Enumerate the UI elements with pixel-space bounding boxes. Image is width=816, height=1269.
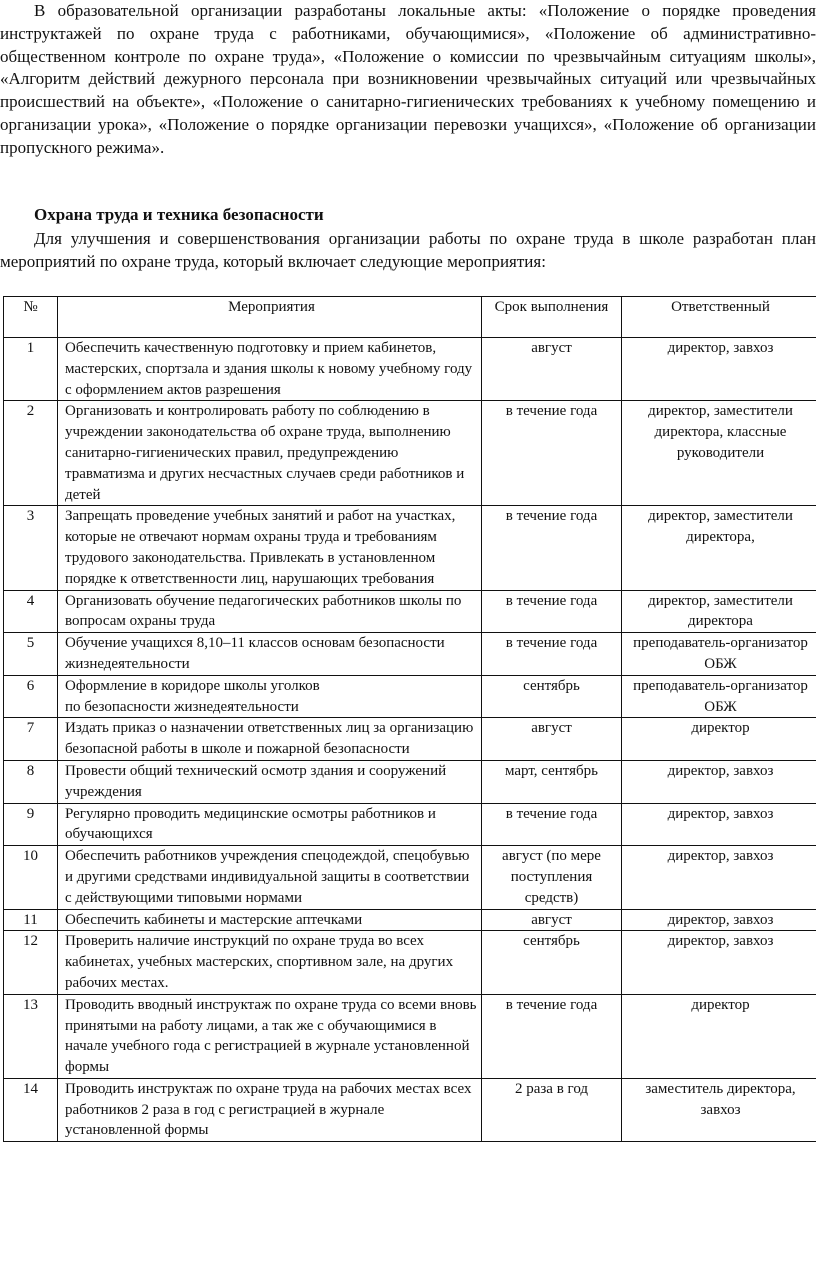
row-number: 7 [4,718,58,761]
row-term: сентябрь [482,675,622,718]
row-number: 8 [4,760,58,803]
row-term: 2 раза в год [482,1078,622,1141]
row-activity: Оформление в коридоре школы уголков по безопасности жизнедеятельности [58,675,482,718]
row-number: 5 [4,633,58,676]
row-responsible: директор, завхоз [622,803,816,846]
table-row [4,506,816,590]
row-term: сентябрь [482,931,622,994]
activities-table [3,296,816,1142]
row-responsible: директор, заместители директора, классные руководители [622,401,816,506]
row-responsible: преподаватель-организатор ОБЖ [622,633,816,676]
row-activity: Регулярно проводить медицинские осмотры работников и обучающихся [58,803,482,846]
row-responsible: директор, завхоз [622,909,816,931]
table-row [4,338,816,401]
row-term: в течение года [482,401,622,506]
table-row [4,760,816,803]
table-header-row [4,297,816,338]
header-responsible: Ответственный [622,297,816,338]
row-number: 3 [4,506,58,590]
table-row [4,590,816,633]
table-row [4,718,816,761]
table-row [4,633,816,676]
row-term: в течение года [482,803,622,846]
row-responsible: директор [622,994,816,1078]
table-row [4,675,816,718]
row-number: 11 [4,909,58,931]
row-number: 12 [4,931,58,994]
row-activity: Проводить инструктаж по охране труда на рабочих местах всех работников 2 раза в год с регистрацией в журнале установленной формы [58,1078,482,1141]
row-number: 10 [4,846,58,909]
row-number: 4 [4,590,58,633]
row-term: в течение года [482,633,622,676]
row-activity: Провести общий технический осмотр здания и сооружений учреждения [58,760,482,803]
header-activity: Мероприятия [58,297,482,338]
row-term: август [482,718,622,761]
plan-paragraph: Для улучшения и совершенствования организации работы по охране труда в школе разработан план мероприятий по охране труда, который включает следующие мероприятия: [0,229,816,271]
row-term: в течение года [482,590,622,633]
table-row [4,994,816,1078]
row-number: 13 [4,994,58,1078]
table-row [4,846,816,909]
row-responsible: директор, завхоз [622,338,816,401]
table-row [4,401,816,506]
row-activity: Проводить вводный инструктаж по охране труда со всеми вновь принятыми на работу лицами, а так же с обучающимися в начале учебного года с регистрацией в журнале установленной формы [58,994,482,1078]
row-responsible: директор [622,718,816,761]
header-number: № [4,297,58,338]
header-term: Срок выполнения [482,297,622,338]
row-term: март, сентябрь [482,760,622,803]
table-row [4,909,816,931]
row-activity: Обеспечить кабинеты и мастерские аптечками [58,909,482,931]
row-activity: Организовать и контролировать работу по соблюдению в учреждении законодательства об охране труда, выполнению санитарно-гигиенических правил, предупреждению травматизма и других несчастных случаев среди работников и детей [58,401,482,506]
row-number: 6 [4,675,58,718]
section-heading: Охрана труда и техника безопасности [34,205,324,224]
row-responsible: заместитель директора, завхоз [622,1078,816,1141]
row-activity: Обеспечить качественную подготовку и прием кабинетов, мастерских, спортзала и здания школы к новому учебному году с оформлением актов разрешения [58,338,482,401]
row-activity: Организовать обучение педагогических работников школы по вопросам охраны труда [58,590,482,633]
row-activity: Издать приказ о назначении ответственных лиц за организацию безопасной работы в школе и пожарной безопасности [58,718,482,761]
row-activity: Обеспечить работников учреждения спецодеждой, спецобувью и другими средствами индивидуальной защиты в соответствии с действующими типовыми нормами [58,846,482,909]
row-term: август [482,338,622,401]
row-responsible: директор, заместители директора, [622,506,816,590]
table-row [4,803,816,846]
row-number: 14 [4,1078,58,1141]
row-number: 1 [4,338,58,401]
row-number: 2 [4,401,58,506]
row-responsible: директор, завхоз [622,931,816,994]
table-row [4,1078,816,1141]
row-responsible: преподаватель-организатор ОБЖ [622,675,816,718]
row-activity: Проверить наличие инструкций по охране труда во всех кабинетах, учебных мастерских, спортивном зале, на других рабочих местах. [58,931,482,994]
row-term: август (по мере поступления средств) [482,846,622,909]
row-responsible: директор, заместители директора [622,590,816,633]
table-row [4,931,816,994]
table-body [4,338,816,1142]
row-term: в течение года [482,506,622,590]
row-number: 9 [4,803,58,846]
row-activity: Обучение учащихся 8,10–11 классов основам безопасности жизнедеятельности [58,633,482,676]
row-term: в течение года [482,994,622,1078]
row-activity: Запрещать проведение учебных занятий и работ на участках, которые не отвечают нормам охраны труда и требованиям трудового законодательства. Привлекать в установленном порядке к ответственности лиц, нарушающих требования [58,506,482,590]
row-term: август [482,909,622,931]
row-responsible: директор, завхоз [622,760,816,803]
intro-paragraph: В образовательной организации разработаны локальные акты: «Положение о порядке проведения инструктажей по охране труда с работниками, обучающимися», «Положение об административно-общественном контроле по охране труда», «Положение о комиссии по чрезвычайным ситуациям школы», «Алгоритм действий дежурного персонала при возникновении чрезвычайных ситуаций или чрезвычайных происшествий на объекте», «Положение о санитарно-гигиенических требованиях к учебному помещению и организации урока», «Положение о порядке организации перевозки учащихся», «Положение об организации пропускного режима». [0,1,816,157]
row-responsible: директор, завхоз [622,846,816,909]
